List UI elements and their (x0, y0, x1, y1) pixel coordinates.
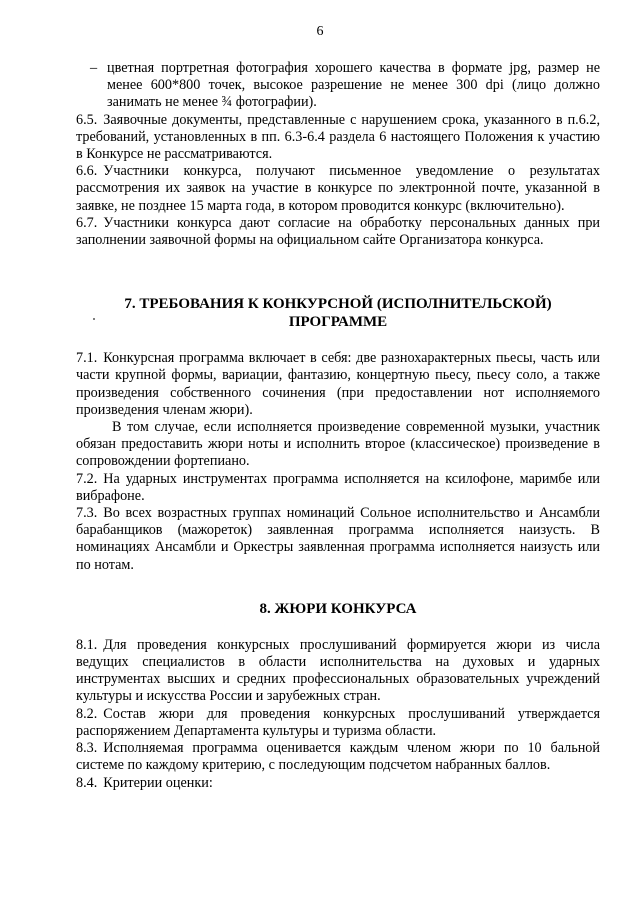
paragraph-7-3 (76, 505, 600, 574)
paragraph-text: Состав жюри для проведения конкурсных прослушиваний утверждается распоряжением Департамента культуры и туризма области. (76, 705, 600, 739)
paragraph-7-1 (76, 350, 600, 419)
section-8-title: 8. ЖЮРИ КОНКУРСА (259, 600, 417, 617)
section-7-title-line2: ПРОГРАММЕ (288, 314, 388, 331)
paragraph-6-5 (76, 112, 600, 164)
paragraph-number: 6.6. (76, 163, 98, 180)
paragraph-number: 8.1. (76, 636, 98, 653)
bullet-item-photo (90, 60, 600, 112)
paragraph-number: 8.2. (76, 705, 98, 722)
section-7-title-line1: 7. ТРЕБОВАНИЯ К КОНКУРСНОЙ (ИСПОЛНИТЕЛЬСКОЙ) (124, 296, 552, 313)
paragraph-8-2 (76, 706, 600, 740)
paragraph-number: 6.7. (76, 214, 98, 231)
paragraph-7-2 (76, 471, 600, 505)
paragraph-text: Критерии оценки: (103, 774, 213, 791)
paragraph-text: На ударных инструментах программа исполняется на ксилофоне, маримбе или вибрафоне. (76, 470, 600, 504)
paragraph-6-7 (76, 215, 600, 249)
paragraph-number: 6.5. (76, 111, 98, 128)
paragraph-8-1 (76, 637, 600, 706)
page-number: 6 (316, 24, 324, 39)
paragraph-text: Для проведения конкурсных прослушиваний формируется жюри из числа ведущих специалистов в области исполнительства на духовых и ударных инструментах высших и средних профессиональных образовательных учреждений культуры и искусства России и зарубежных стран. (76, 636, 600, 705)
paragraph-7-1-continued: В том случае, если исполняется произведение современной музыки, участник обязан предоставить жюри ноты и исполнить второе (классическое) произведение в сопровождении фортепиано. (76, 419, 600, 470)
paragraph-number: 7.1. (76, 350, 98, 367)
paragraph-text: Во всех возрастных группах номинаций Сольное исполнительство и Ансамбли барабанщиков (мажореток) заявленная программа исполняется наизусть. В номинациях Ансамбли и Оркестры заявленная программа исполняется наизусть или по нотам. (76, 505, 600, 573)
bullet-text: цветная портретная фотография хорошего качества в формате jpg, размер не менее 600*800 точек, высокое разрешение не менее 300 dpi (лицо должно занимать не менее ¾ фотографии). (107, 60, 600, 111)
paragraph-number: 7.2. (76, 470, 98, 487)
paragraph-text: Заявочные документы, представленные с нарушением срока, указанного в п.6.2, требований, установленных в пп. 6.3-6.4 раздела 6 настоящего Положения к участию в Конкурсе не рассматриваются. (76, 111, 600, 163)
section-7-title (76, 295, 600, 331)
paragraph-8-3 (76, 740, 600, 774)
paragraph-number: 8.4. (76, 774, 98, 791)
paragraph-6-6 (76, 163, 600, 215)
paragraph-text: Конкурсная программа включает в себя: две разнохарактерных пьесы, часть или части крупной формы, вариации, фантазию, концертную пьесу, пьесу соло, а также произведения собственного сочинения (при предоставлении нот исполняемого произведения членам жюри). (76, 350, 600, 418)
paragraph-text: Участники конкурса дают согласие на обработку персональных данных при заполнении заявочной формы на официальном сайте Организатора конкурса. (76, 214, 600, 249)
document-body (76, 60, 600, 792)
scan-speck (93, 318, 95, 320)
paragraph-text: Исполняемая программа оценивается каждым членом жюри по 10 бальной системе по каждому критерию, с последующим подсчетом набранных баллов. (76, 740, 600, 774)
paragraph-number: 8.3. (76, 740, 98, 757)
paragraph-8-4 (76, 775, 600, 792)
bullet-dash: – (90, 60, 98, 76)
paragraph-text: Участники конкурса, получают письменное уведомление о результатах рассмотрения их заявок на участие в конкурсе по электронной почте, указанной в заявке, не позднее 15 марта года, в котором проводится конкурс (включительно). (76, 163, 600, 214)
paragraph-number: 7.3. (76, 505, 98, 522)
